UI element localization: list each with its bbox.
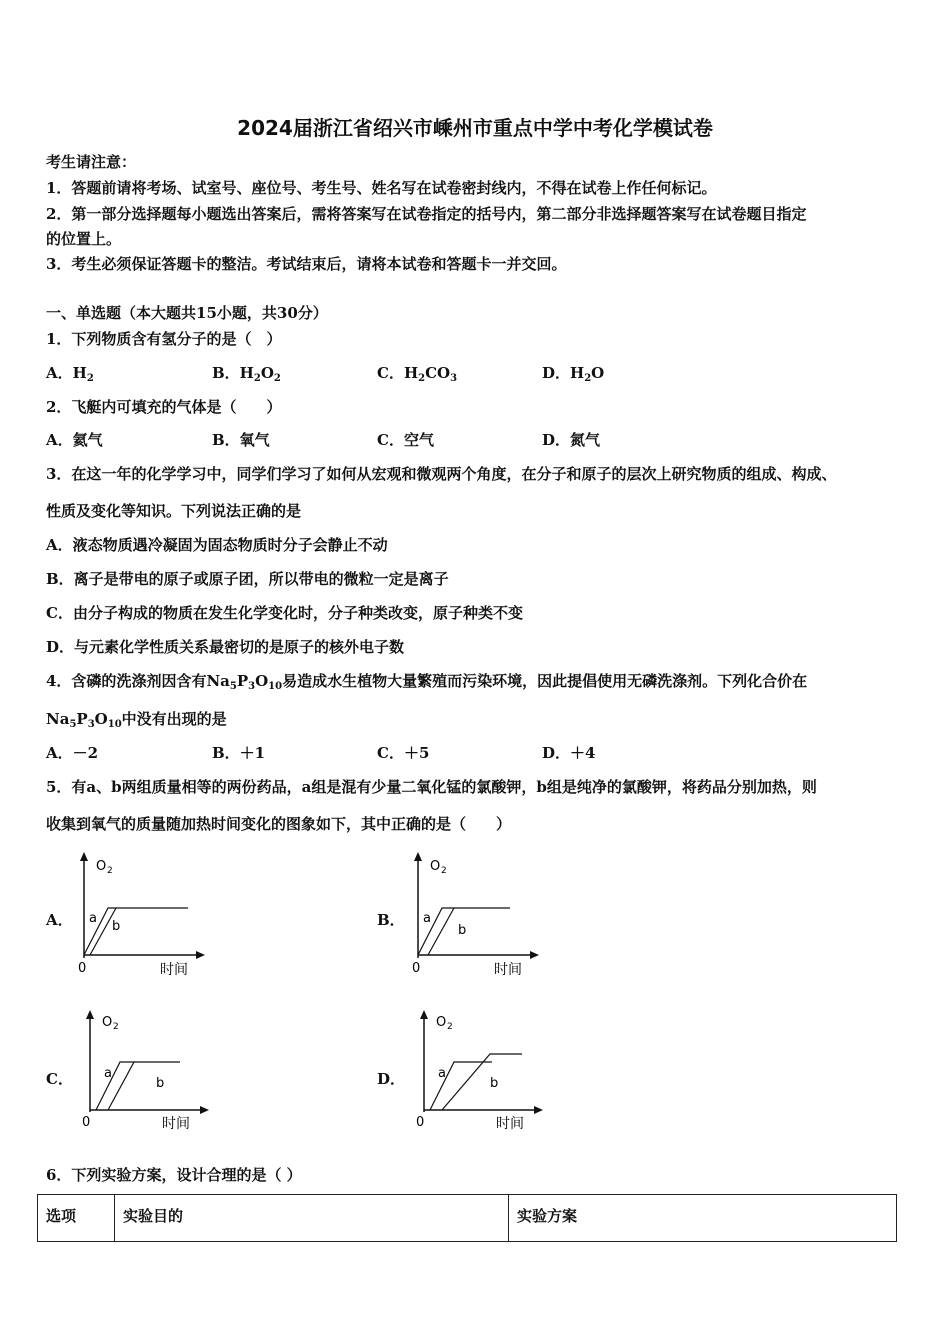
q5-graph-d bbox=[410, 1006, 550, 1142]
table-header-option: 选项 bbox=[38, 1195, 115, 1242]
section-heading: 一、单选题（本大题共15小题，共30分） bbox=[46, 304, 328, 322]
q3-option-a: A．液态物质遇冷凝固为固态物质时分子会静止不动 bbox=[46, 536, 388, 554]
table-header-purpose: 实验目的 bbox=[115, 1195, 509, 1242]
q3-option-d: D．与元素化学性质关系最密切的是原子的核外电子数 bbox=[46, 638, 405, 656]
page-title: 2024届浙江省绍兴市嵊州市重点中学中考化学模试卷 bbox=[237, 116, 713, 140]
origin-label: 0 bbox=[78, 961, 87, 976]
y-axis-label: O bbox=[436, 1015, 447, 1030]
q1-option-c: C．$H_2CO_3$ bbox=[377, 364, 458, 384]
q2-stem: 2．飞艇内可填充的气体是（ ） bbox=[46, 398, 282, 416]
y-axis-sub: 2 bbox=[107, 866, 113, 876]
q4-stem-cont: $Na_5P_3O_{10}$中没有出现的是 bbox=[46, 710, 227, 730]
y-axis-label: O bbox=[102, 1015, 113, 1030]
q3-option-c: C．由分子构成的物质在发生化学变化时，分子种类改变，原子种类不变 bbox=[46, 604, 523, 622]
series-b-label: b bbox=[156, 1076, 165, 1091]
q2-option-b: B．氧气 bbox=[212, 431, 270, 449]
series-a-label: a bbox=[438, 1066, 446, 1081]
notice-item-2: 2．第一部分选择题每小题选出答案后，需将答案写在试卷指定的括号内，第二部分非选择题答案写在试卷题目指定 bbox=[46, 205, 807, 223]
q4-option-d: D．＋4 bbox=[542, 744, 596, 762]
q4-option-b: B．＋1 bbox=[212, 744, 266, 762]
q5-graph-b bbox=[406, 848, 546, 984]
q4-option-a: A．－2 bbox=[46, 744, 99, 762]
notice-item-3: 3．考生必须保证答题卡的整洁。考试结束后，请将本试卷和答题卡一并交回。 bbox=[46, 255, 567, 273]
q4-stem: 4．含磷的洗涤剂因含有$Na_5P_3O_{10}$易造成水生植物大量繁殖而污染环境，因此提倡使用无磷洗涤剂。下列化合价在 bbox=[46, 672, 808, 692]
series-a-label: a bbox=[104, 1066, 112, 1081]
q5-stem-cont: 收集到氧气的质量随加热时间变化的图象如下，其中正确的是（ ） bbox=[46, 815, 512, 833]
notice-item-1: 1．答题前请将考场、试室号、座位号、考生号、姓名写在试卷密封线内，不得在试卷上作任何标记。 bbox=[46, 179, 717, 197]
q1-option-d: D．$H_2O$ bbox=[542, 364, 605, 384]
y-axis-sub: 2 bbox=[441, 866, 447, 876]
y-axis-sub: 2 bbox=[447, 1022, 453, 1032]
q5-graph-c bbox=[76, 1006, 216, 1142]
y-axis-sub: 2 bbox=[113, 1022, 119, 1032]
origin-label: 0 bbox=[412, 961, 421, 976]
q2-option-a: A．氦气 bbox=[46, 431, 103, 449]
y-axis-label: O bbox=[96, 859, 107, 874]
q5-option-c-label: C． bbox=[46, 1070, 73, 1088]
origin-label: 0 bbox=[416, 1115, 425, 1130]
series-b-label: b bbox=[490, 1076, 499, 1091]
q1-stem: 1．下列物质含有氢分子的是（ ） bbox=[46, 330, 282, 348]
table-header-row bbox=[38, 1195, 897, 1242]
q6-table bbox=[37, 1194, 897, 1242]
x-axis-label: 时间 bbox=[494, 962, 522, 978]
series-a-label: a bbox=[423, 911, 431, 926]
q1-option-a: A．$H_2$ bbox=[46, 364, 94, 384]
series-b-label: b bbox=[458, 923, 467, 938]
series-a-label: a bbox=[89, 911, 97, 926]
x-axis-label: 时间 bbox=[496, 1116, 524, 1132]
q4-option-c: C．＋5 bbox=[377, 744, 430, 762]
q5-option-a-label: A． bbox=[46, 911, 73, 929]
q2-option-d: D．氮气 bbox=[542, 431, 601, 449]
q1-option-b: B．$H_2O_2$ bbox=[212, 364, 281, 384]
origin-label: 0 bbox=[82, 1115, 91, 1130]
notice-heading: 考生请注意： bbox=[46, 153, 137, 171]
q6-stem: 6．下列实验方案，设计合理的是（ ） bbox=[46, 1166, 302, 1184]
q2-option-c: C．空气 bbox=[377, 431, 434, 449]
series-b-label: b bbox=[112, 919, 121, 934]
q5-graph-a bbox=[72, 848, 212, 984]
x-axis-label: 时间 bbox=[162, 1116, 190, 1132]
y-axis-label: O bbox=[430, 859, 441, 874]
q3-stem-cont: 性质及变化等知识。下列说法正确的是 bbox=[46, 502, 302, 520]
q3-option-b: B．离子是带电的原子或原子团，所以带电的微粒一定是离子 bbox=[46, 570, 449, 588]
q3-stem: 3．在这一年的化学学习中，同学们学习了如何从宏观和微观两个角度，在分子和原子的层次上研究物质的组成、构成、 bbox=[46, 465, 837, 483]
notice-item-2-cont: 的位置上。 bbox=[46, 230, 122, 248]
table-header-plan: 实验方案 bbox=[509, 1195, 897, 1242]
q5-option-d-label: D． bbox=[377, 1070, 406, 1088]
q5-option-b-label: B． bbox=[377, 911, 405, 929]
x-axis-label: 时间 bbox=[160, 962, 188, 978]
q5-stem: 5．有a、b两组质量相等的两份药品，a组是混有少量二氧化锰的氯酸钾，b组是纯净的氯酸钾，将药品分别加热，则 bbox=[46, 778, 817, 796]
